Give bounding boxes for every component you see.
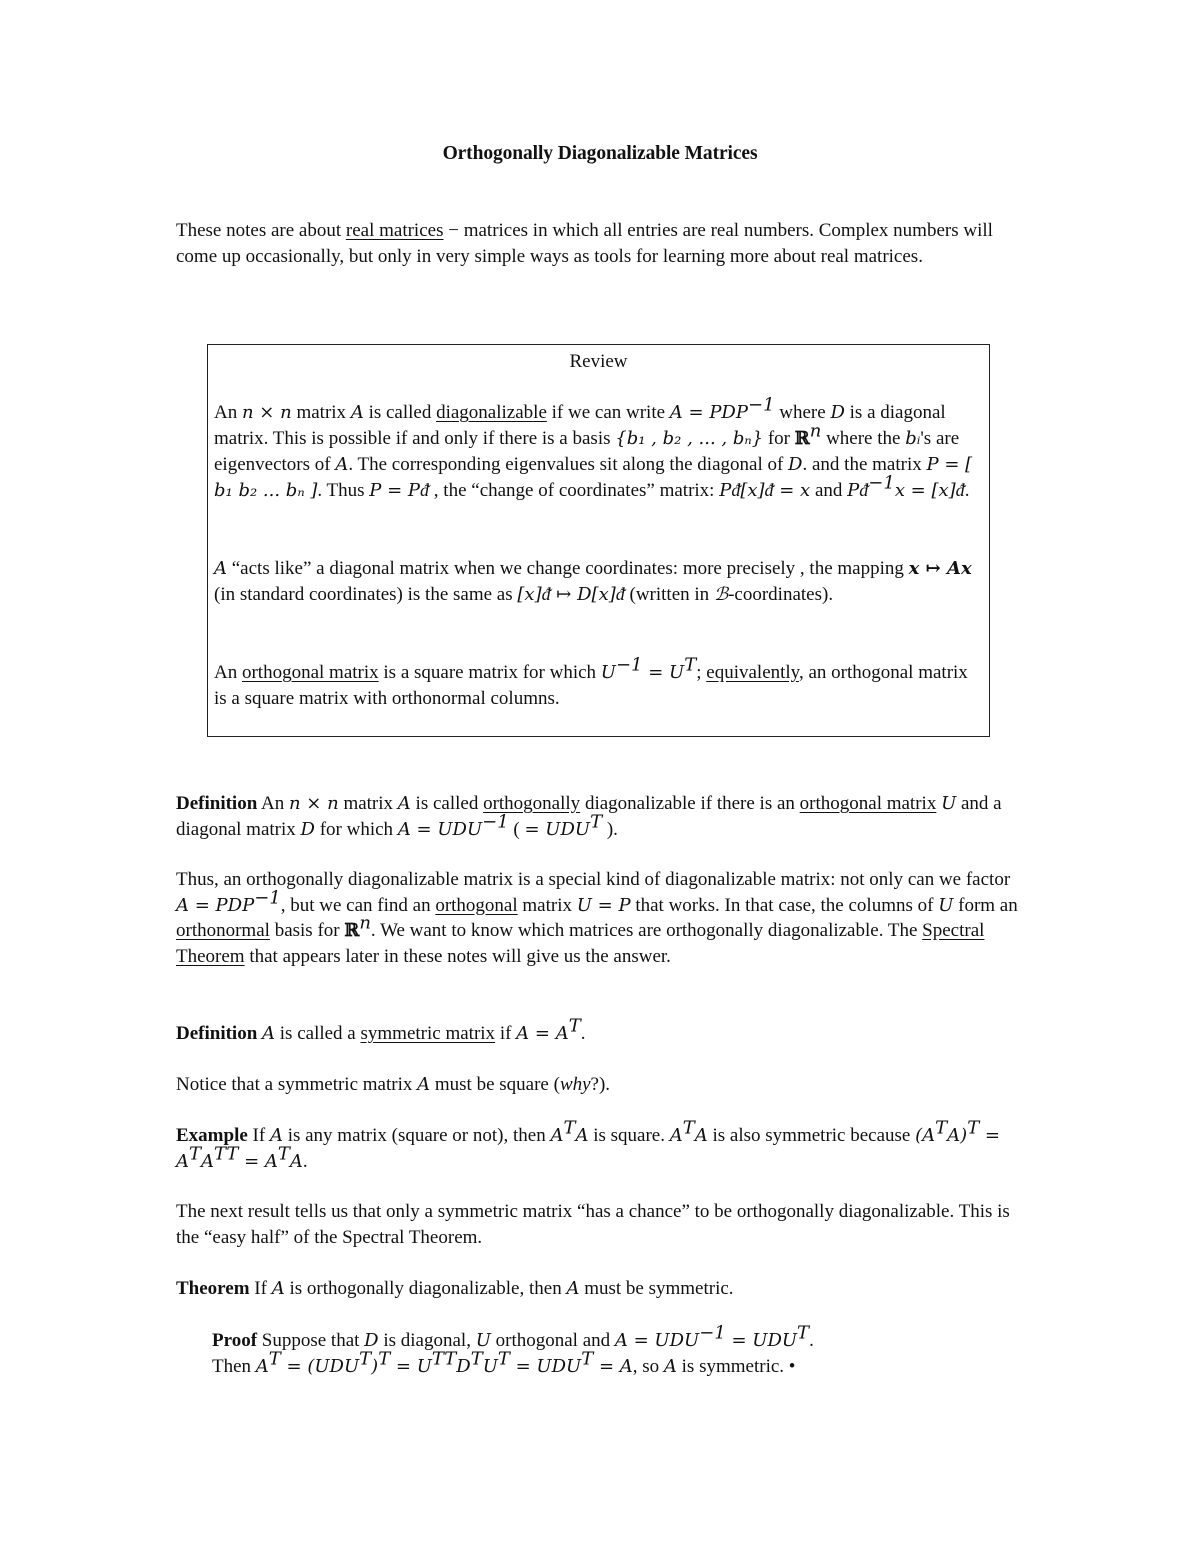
math: A (694, 1125, 708, 1146)
text: Suppose that (257, 1330, 365, 1351)
math-superscript: T (581, 1348, 594, 1370)
text: matrix (291, 402, 351, 423)
text: The next result tells us that only a symmetric matrix “has a chance” to be orthogonally diagonalizable. This is the “easy half” of the Spectral Theorem. (176, 1201, 1010, 1248)
text: where (774, 402, 831, 423)
text: . The corresponding eigenvalues sit along the diagonal of (348, 454, 789, 475)
math: A (575, 1125, 589, 1146)
math: D (364, 1330, 379, 1351)
definition-symmetric-matrix (176, 1015, 1026, 1047)
spectral-theorem-term: Spectral Theorem (176, 920, 985, 967)
text: matrix (517, 894, 577, 916)
text: “acts like” a diagonal matrix when we change coordinates: more precisely , the mapping (227, 558, 909, 579)
text: is diagonal, (378, 1330, 476, 1351)
math-superscript: T (797, 1322, 810, 1344)
math-superscript: T (378, 1348, 391, 1370)
math-superscript: T (568, 1015, 581, 1037)
text: ( (508, 818, 525, 840)
math-superscript: T (682, 1117, 695, 1139)
math: A (350, 402, 364, 423)
text: . We want to know which matrices are orthogonally diagonalizable. The (370, 920, 923, 941)
real-matrices-term: real matrices (345, 220, 444, 241)
symmetric-matrix-term: symmetric matrix (360, 1023, 496, 1044)
diagonalizable-term: diagonalizable (436, 402, 547, 423)
text: if (495, 1023, 517, 1044)
text: is also symmetric because (707, 1125, 916, 1146)
text: ). (602, 818, 618, 840)
math: A (201, 1150, 215, 1172)
thus-paragraph (176, 867, 1026, 969)
math-superscript: T (967, 1117, 980, 1139)
text: must be symmetric. (579, 1278, 734, 1299)
math: A (269, 1125, 283, 1146)
review-box (207, 344, 990, 737)
math: ℝ (344, 920, 360, 941)
theorem-paragraph (176, 1276, 1026, 1302)
math: A (214, 558, 227, 579)
text: (in standard coordinates) is the same as (214, 584, 518, 605)
math: U (941, 793, 957, 814)
math: D (456, 1356, 471, 1377)
text: . (580, 1023, 586, 1044)
text: and a diagonal matrix (176, 793, 1002, 840)
math: A (289, 1150, 303, 1172)
text: . (302, 1150, 308, 1172)
math: A (335, 454, 349, 475)
math: D (300, 818, 315, 840)
text: ; (696, 662, 707, 683)
text: If (249, 1278, 272, 1299)
math-superscript: T (277, 1143, 290, 1165)
text: , but we can find an (280, 894, 436, 916)
math: A = A (516, 1023, 569, 1044)
text: form an (953, 894, 1018, 916)
notice-paragraph (176, 1072, 1026, 1098)
math: Pᵭ[x]ᵭ = x (719, 480, 811, 501)
math: U (600, 662, 616, 683)
math-superscript: T (470, 1348, 483, 1370)
math: = A (593, 1356, 633, 1377)
orthogonal-matrix-term: orthogonal matrix (241, 662, 379, 683)
text: An (214, 662, 242, 683)
text: An (257, 793, 289, 814)
text: that appears later in these notes will give us the answer. (244, 945, 671, 967)
text: . and the matrix (802, 454, 927, 475)
math: = UDU (524, 818, 591, 840)
intro-paragraph (176, 218, 1026, 269)
math: U = P (576, 894, 631, 916)
math: A) (947, 1125, 968, 1146)
math: bᵢ (905, 428, 921, 449)
definition-orthogonally-diagonalizable (176, 791, 1026, 842)
text: , so (632, 1356, 664, 1377)
math-superscript: −1 (868, 472, 895, 494)
math: U (482, 1356, 498, 1377)
math-superscript: −1 (482, 811, 509, 833)
text: -coordinates). (728, 584, 834, 605)
math-superscript: T (684, 654, 697, 676)
math: P = Pᵭ (369, 480, 430, 501)
review-orthogonal-paragraph (214, 654, 984, 712)
math-superscript: TT (214, 1143, 239, 1165)
math-superscript: T (935, 1117, 948, 1139)
math: A = UDU (614, 1330, 700, 1351)
math: A (417, 1074, 431, 1095)
math: Pᵭ (847, 480, 869, 501)
next-result-paragraph (176, 1199, 1026, 1250)
text: matrix (338, 793, 398, 814)
orthogonal-matrix-term: orthogonal matrix (799, 793, 937, 814)
text: and (810, 480, 848, 501)
text: . Thus (317, 480, 370, 501)
math: A (663, 1356, 677, 1377)
math-superscript: −1 (254, 887, 281, 909)
text: An (214, 402, 242, 423)
math: [x]ᵭ ↦ D[x]ᵭ (517, 584, 625, 605)
math: A (262, 1023, 276, 1044)
math: U (938, 894, 954, 916)
text: is called (363, 402, 437, 423)
math: D (830, 402, 845, 423)
math-superscript: T (590, 811, 603, 833)
text: for (763, 428, 795, 449)
text: , an orthogonal matrix is a square matrix with orthonormal columns. (214, 662, 968, 709)
math-superscript: TT (431, 1348, 457, 1370)
text: that works. In that case, the columns of (630, 894, 939, 916)
text: diagonalizable if there is an (580, 793, 800, 814)
math: A = PDP (669, 402, 748, 423)
text: for which (314, 818, 398, 840)
text: Then (212, 1356, 256, 1377)
proof-line-2 (212, 1348, 1012, 1380)
math-superscript: T (563, 1117, 576, 1139)
math: {b₁ , b₂ , ... , bₙ} (615, 428, 764, 449)
example-paragraph (176, 1117, 1026, 1174)
math: P = [ b₁ b₂ ... bₙ ] (214, 454, 973, 501)
example-label: Example (176, 1125, 248, 1146)
equivalently-term: equivalently (706, 662, 799, 683)
review-diagonalizable-paragraph (214, 394, 984, 504)
math: (A (915, 1125, 936, 1146)
text: is orthogonally diagonalizable, then (284, 1278, 567, 1299)
math-superscript: T (189, 1143, 202, 1165)
math: = A (176, 1125, 1001, 1172)
definition-label: Definition (176, 793, 258, 814)
intro-text: − matrices in which all entries are real numbers. Complex numbers will come up occasionally, but only in very simple ways as tools for learning more about real matrices. (176, 220, 993, 267)
text: If (247, 1125, 270, 1146)
math: A (271, 1278, 285, 1299)
math: A (669, 1125, 683, 1146)
proof-label: Proof (212, 1330, 258, 1351)
text: is called a (275, 1023, 361, 1044)
math: ℝ (794, 428, 810, 449)
math: A = PDP (176, 894, 255, 916)
orthonormal-term: orthonormal (176, 920, 270, 941)
math-superscript: T (268, 1348, 281, 1370)
math-superscript: n (809, 420, 822, 442)
math-superscript: n (359, 912, 371, 934)
text: is a square matrix for which (378, 662, 601, 683)
text: (written in (624, 584, 714, 605)
math: A (255, 1356, 269, 1377)
intro-text: These notes are about (176, 220, 346, 241)
math: = A (238, 1150, 278, 1172)
text: . (964, 480, 970, 501)
math: ℬ (713, 584, 729, 605)
math-superscript: −1 (699, 1322, 726, 1344)
emphasis: why (559, 1074, 591, 1095)
math-superscript: −1 (615, 654, 643, 676)
text: 's are eigenvectors of (214, 428, 960, 475)
review-acts-like-paragraph (214, 556, 984, 608)
proof-line-1 (212, 1322, 1012, 1354)
text: is called (410, 793, 484, 814)
theorem-label: Theorem (176, 1278, 250, 1299)
math: = UDU (725, 1330, 798, 1351)
text: is square. (588, 1125, 670, 1146)
definition-label: Definition (176, 1023, 258, 1044)
math: U (475, 1330, 491, 1351)
orthogonally-term: orthogonally (483, 793, 581, 814)
math-superscript: −1 (747, 394, 775, 416)
text: where the (821, 428, 906, 449)
math: x = [x]ᵭ (894, 480, 965, 501)
text: , the “change of coordinates” matrix: (429, 480, 720, 501)
math: A (397, 793, 411, 814)
text: orthogonal and (490, 1330, 615, 1351)
math: = (UDU (280, 1356, 360, 1377)
math: n × n (288, 793, 339, 814)
math: = U (642, 662, 685, 683)
text: ?). (590, 1074, 611, 1095)
text: . (809, 1330, 814, 1351)
math: A (566, 1278, 580, 1299)
page-title: Orthogonally Diagonalizable Matrices (442, 143, 758, 164)
math: A = UDU (397, 818, 483, 840)
math: ) (371, 1356, 379, 1377)
text: basis for (269, 920, 345, 941)
text: Thus, an orthogonally diagonalizable matrix is a special kind of diagonalizable matrix: not only can we factor (176, 869, 1011, 890)
text: is a diagonal matrix. This is possible if and only if there is a basis (214, 402, 946, 449)
math: n × n (241, 402, 292, 423)
text: is any matrix (square or not), then (282, 1125, 551, 1146)
orthogonal-term: orthogonal (435, 894, 518, 916)
text: is symmetric. • (676, 1356, 796, 1377)
math: = U (390, 1356, 432, 1377)
math-superscript: T (359, 1348, 372, 1370)
math: D (788, 454, 803, 475)
math: A (550, 1125, 564, 1146)
text: if we can write (546, 402, 670, 423)
math-superscript: T (497, 1348, 510, 1370)
math: = UDU (509, 1356, 582, 1377)
review-heading: Review (569, 351, 628, 372)
text: Notice that a symmetric matrix (176, 1074, 418, 1095)
text: must be square ( (430, 1074, 560, 1095)
math: x ↦ Ax (908, 558, 972, 579)
